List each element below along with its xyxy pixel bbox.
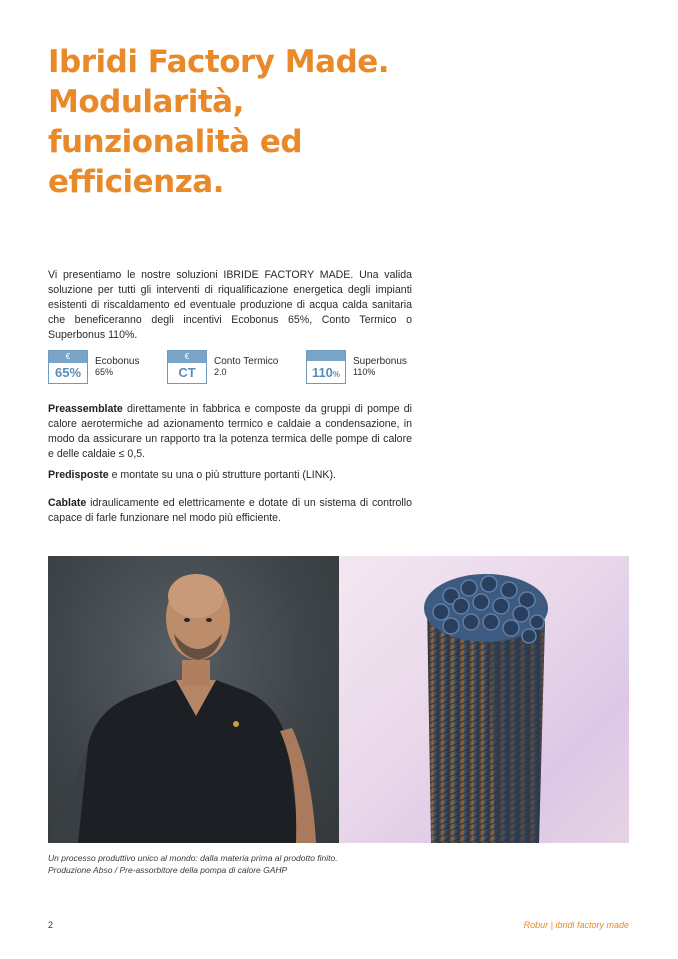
ecobonus-badge-icon bbox=[48, 350, 88, 384]
bold-term: Predisposte bbox=[48, 469, 109, 481]
intro-paragraph: Vi presentiamo le nostre soluzioni IBRIDE FACTORY MADE. Una valida soluzione per tutti gli interventi di riqualificazione energetica degli impianti esistenti di riscaldamento ed eventuale produzione di acqua calda sanitaria che beneficeranno degli incentivi Ecobonus 65%, Conto Termico o Superbonus 110%. bbox=[48, 269, 412, 341]
photo-caption bbox=[48, 852, 338, 876]
incentive-sub: 2.0 bbox=[214, 367, 227, 377]
page-title bbox=[48, 42, 468, 202]
badge-percent: % bbox=[332, 370, 341, 379]
euro-icon: € bbox=[168, 351, 206, 363]
caption-line-2: Produzione Abso / Pre-assorbitore della pompa di calore GAHP bbox=[48, 865, 288, 875]
paragraph-cablate bbox=[48, 496, 412, 526]
title-line-2: Modularità, bbox=[48, 84, 244, 120]
conto-termico-badge-icon bbox=[167, 350, 207, 384]
incentive-sub: 110% bbox=[353, 367, 376, 377]
paragraph-text: direttamente in fabbrica e composte da gruppi di pompe di calore aerotermiche ad azionamento termico e caldaie a condensazione, in modo da assicurare un rapporto tra la potenza termica delle pompe di calore e delle caldaie ≤ 0,5. bbox=[48, 403, 412, 460]
coil-bundle-illustration bbox=[339, 556, 629, 843]
paragraph-preassemblate bbox=[48, 402, 412, 462]
superbonus-badge-icon bbox=[306, 350, 346, 384]
badge-value: 65% bbox=[54, 365, 82, 380]
title-line-3: funzionalità ed bbox=[48, 124, 303, 160]
incentive-name: Conto Termico bbox=[214, 356, 279, 367]
incentives-row bbox=[48, 350, 418, 386]
page-number: 2 bbox=[48, 920, 54, 930]
photo-coils bbox=[339, 556, 629, 843]
badge-value bbox=[307, 361, 345, 383]
caption-line-1: Un processo produttivo unico al mondo: dalla materia prima al prodotto finito. bbox=[48, 853, 338, 863]
euro-icon: € bbox=[49, 351, 87, 363]
incentive-sub: 65% bbox=[95, 367, 114, 377]
person-illustration bbox=[48, 556, 339, 843]
title-line-1: Ibridi Factory Made. bbox=[48, 44, 390, 80]
footer-brand: Robur | ibridi factory made bbox=[523, 920, 629, 930]
badge-band bbox=[307, 351, 345, 361]
badge-value: CT bbox=[178, 365, 196, 380]
paragraph-text: idraulicamente ed elettricamente e dotate di un sistema di controllo capace di farle funzionare nel modo più efficiente. bbox=[48, 497, 412, 524]
paragraph-text: e montate su una o più strutture portanti (LINK). bbox=[108, 469, 336, 481]
photo-person bbox=[48, 556, 339, 843]
incentive-name: Superbonus bbox=[353, 356, 407, 367]
title-line-4: efficienza. bbox=[48, 164, 224, 200]
paragraph-predisposte bbox=[48, 468, 412, 483]
badge-number: 110 bbox=[311, 365, 333, 380]
bold-term: Preassemblate bbox=[48, 403, 123, 415]
bold-term: Cablate bbox=[48, 497, 87, 509]
incentive-name: Ecobonus bbox=[95, 356, 140, 367]
